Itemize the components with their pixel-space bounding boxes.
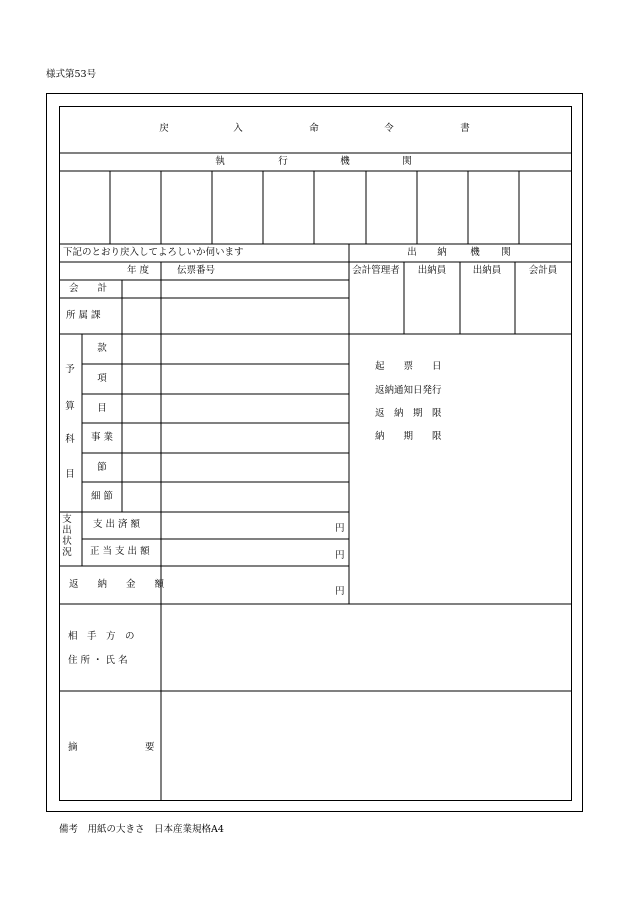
- expenditure-item-label: 支 出 済 額: [93, 519, 141, 530]
- title-char: 戻: [159, 123, 169, 134]
- budget-item-label: 細 節: [90, 491, 114, 502]
- title-char: 令: [384, 123, 394, 134]
- expenditure-label-char: 支: [62, 514, 72, 525]
- budget-label-char: 科: [65, 434, 75, 445]
- date-label: 起 票 日: [375, 361, 442, 372]
- cashier-role-label: 会計管理者: [352, 265, 400, 276]
- slip-number-label: 伝票番号: [177, 265, 216, 276]
- cashier-role-label: 出納員: [472, 265, 502, 276]
- form-number: 様式第53号: [46, 69, 97, 80]
- accounting-label: 会 計: [69, 283, 108, 294]
- budget-item-label: 節: [97, 462, 107, 473]
- yen-unit: 円: [335, 550, 345, 561]
- expenditure-label-char: 出: [62, 525, 72, 536]
- budget-item-label: 事 業: [90, 432, 114, 443]
- budget-item-label: 項: [97, 373, 107, 384]
- execution-org-char: 行: [278, 156, 288, 167]
- budget-label-char: 算: [65, 401, 75, 412]
- cashier-org-char: 出: [407, 247, 417, 258]
- title-char: 書: [460, 123, 470, 134]
- year-label: 年 度: [127, 265, 150, 276]
- title-char: 命: [309, 123, 319, 134]
- budget-label-char: 予: [65, 364, 75, 375]
- footer-note: 備考 用紙の大きさ 日本産業規格A4: [59, 824, 224, 835]
- date-label: 返 納 期 限: [375, 408, 442, 419]
- budget-item-label: 款: [97, 343, 107, 354]
- cashier-org-char: 機: [470, 247, 480, 258]
- cashier-role-label: 会計員: [528, 265, 558, 276]
- date-label: 納 期 限: [375, 431, 442, 442]
- yen-unit: 円: [335, 523, 345, 534]
- counterparty-label: 相 手 方 の: [68, 631, 135, 642]
- execution-org-char: 機: [340, 156, 350, 167]
- budget-label-char: 目: [65, 469, 75, 480]
- cashier-org-char: 関: [501, 247, 511, 258]
- date-label: 返納通知日発行: [375, 385, 442, 396]
- counterparty-label: 住 所 ・ 氏 名: [68, 655, 128, 666]
- execution-org-char: 関: [402, 156, 412, 167]
- request-text: 下記のとおり戻入してよろしいか伺います: [63, 247, 244, 258]
- expenditure-item-label: 正 当 支 出 額: [90, 546, 150, 557]
- cashier-org-char: 納: [437, 247, 447, 258]
- title-char: 入: [233, 123, 243, 134]
- yen-unit: 円: [335, 586, 345, 597]
- cashier-role-label: 出納員: [417, 265, 447, 276]
- expenditure-label-char: 況: [62, 547, 72, 558]
- execution-org-char: 執: [215, 156, 225, 167]
- expenditure-label-char: 状: [62, 536, 72, 547]
- refund-amount-label: 返 納 金 額: [69, 579, 165, 590]
- summary-label-char: 要: [145, 742, 155, 753]
- department-label: 所 属 課: [66, 310, 101, 321]
- summary-label-char: 摘: [68, 742, 78, 753]
- budget-item-label: 目: [97, 403, 107, 414]
